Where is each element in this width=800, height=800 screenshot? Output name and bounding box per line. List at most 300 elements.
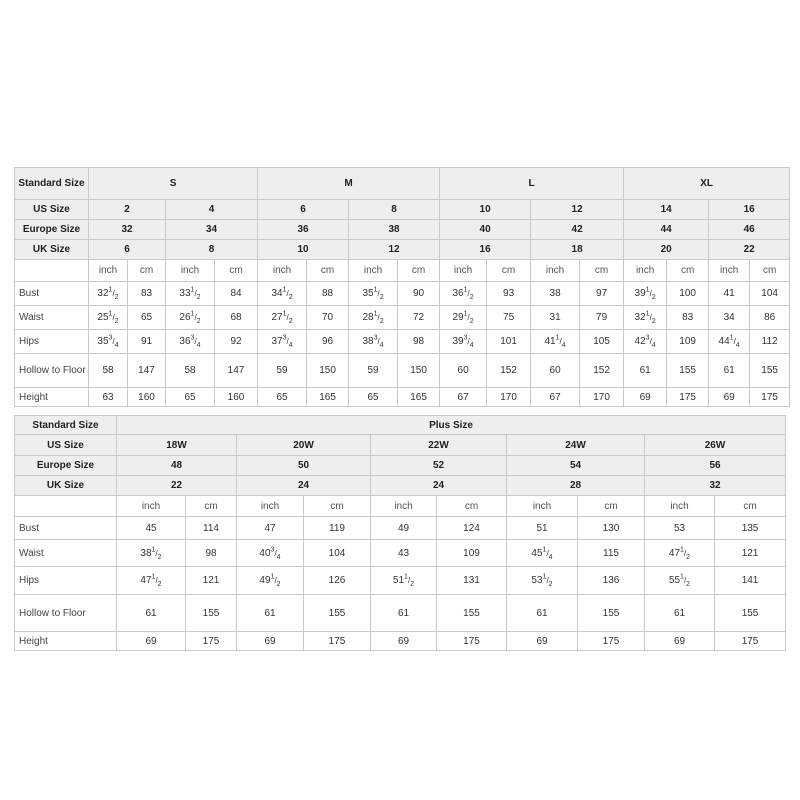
unit-cm: cm xyxy=(437,496,507,517)
measurement-cell: $38^3/_4$ xyxy=(349,330,398,354)
measurement-cell xyxy=(166,388,215,407)
measurement-cell xyxy=(307,388,349,407)
europe-size-label: Europe Size xyxy=(15,220,89,240)
measurement-cell: $41^1/_4$ xyxy=(531,330,580,354)
value-whole: 49 xyxy=(397,522,410,534)
value-whole: 36 xyxy=(452,288,464,299)
measurement-cell: $25^1/_2$ xyxy=(89,306,128,330)
measurement-cell: $47^1/_2$ xyxy=(645,540,715,567)
measurement-cell xyxy=(258,354,307,388)
plus-uk-size-cell: 28 xyxy=(507,476,645,496)
uk-size-cell: 18 xyxy=(531,240,624,260)
unit-inch: inch xyxy=(166,260,215,282)
measurement-cell xyxy=(715,567,786,595)
measurement-label: Hips xyxy=(15,330,89,354)
measurement-cell xyxy=(645,632,715,651)
value-whole: 26 xyxy=(179,312,191,323)
measurement-cell xyxy=(128,354,166,388)
value-whole: 60 xyxy=(549,365,561,376)
measurement-label: Hips xyxy=(15,567,117,595)
plus-standard-size-row xyxy=(15,416,786,435)
measurement-cell xyxy=(667,282,709,306)
value-whole: 69 xyxy=(397,635,410,647)
plus-europe-size-row xyxy=(15,456,786,476)
us-size-cell: 12 xyxy=(531,200,624,220)
plus-us-size-cell: 22W xyxy=(371,435,507,456)
value-whole: 43 xyxy=(397,547,410,559)
uk-size-cell: 8 xyxy=(166,240,258,260)
measurement-cell: $26^1/_2$ xyxy=(166,306,215,330)
value-whole: 37 xyxy=(271,336,283,347)
fraction-numerator: 1 xyxy=(680,573,684,581)
value-whole: 49 xyxy=(259,575,271,586)
us-size-cell: 6 xyxy=(258,200,349,220)
us-size-row xyxy=(15,200,790,220)
measurement-row xyxy=(15,567,786,595)
unit-inch: inch xyxy=(371,496,437,517)
measurement-cell xyxy=(128,330,166,354)
plus-standard-size-label: Standard Size xyxy=(15,416,117,435)
table1-measurements xyxy=(15,282,790,407)
value-whole: 65 xyxy=(367,391,379,403)
measurement-cell xyxy=(307,354,349,388)
value-whole: 147 xyxy=(138,365,155,376)
measurement-cell xyxy=(186,567,237,595)
fraction-denominator: 4 xyxy=(735,342,740,349)
plus-us-size-cell: 26W xyxy=(645,435,786,456)
measurement-cell xyxy=(304,595,371,632)
plus-uk-size-cell: 24 xyxy=(237,476,371,496)
fraction-denominator: 2 xyxy=(410,581,415,588)
europe-size-cell: 36 xyxy=(258,220,349,240)
unit-cm: cm xyxy=(580,260,624,282)
fraction-numerator: 1 xyxy=(190,286,195,294)
measurement-cell xyxy=(709,306,750,330)
value-whole: 25 xyxy=(97,312,109,323)
value-whole: 96 xyxy=(321,336,334,347)
fraction-numerator: 1 xyxy=(680,546,684,554)
measurement-cell: $44^1/_4$ xyxy=(709,330,750,354)
measurement-cell xyxy=(750,388,790,407)
value-whole: 98 xyxy=(205,547,217,559)
uk-size-label: UK Size xyxy=(15,240,89,260)
measurement-label: Bust xyxy=(15,517,117,540)
fraction-denominator: 2 xyxy=(114,318,119,325)
fraction-numerator: 1 xyxy=(282,286,287,294)
value-whole: 131 xyxy=(463,575,480,586)
unit-inch: inch xyxy=(531,260,580,282)
value-whole: 32 xyxy=(97,288,109,299)
unit-cm: cm xyxy=(186,496,237,517)
size-l: L xyxy=(440,168,624,200)
measurement-cell: $45^1/_4$ xyxy=(507,540,578,567)
measurement-cell xyxy=(128,306,166,330)
measurement-cell xyxy=(186,595,237,632)
fraction-numerator: 1 xyxy=(555,334,560,342)
measurement-cell xyxy=(215,354,258,388)
value-whole: 61 xyxy=(639,365,651,376)
value-whole: 69 xyxy=(723,391,735,403)
value-whole: 175 xyxy=(741,635,759,647)
measurement-cell xyxy=(580,354,624,388)
measurement-cell xyxy=(371,540,437,567)
measurement-cell xyxy=(715,540,786,567)
measurement-cell: $39^3/_4$ xyxy=(440,330,487,354)
fraction-denominator: 4 xyxy=(469,342,474,349)
measurement-cell xyxy=(215,282,258,306)
value-whole: 109 xyxy=(679,336,696,347)
value-whole: 65 xyxy=(140,312,153,323)
measurement-cell xyxy=(437,632,507,651)
europe-size-cell: 32 xyxy=(89,220,166,240)
value-whole: 98 xyxy=(413,336,425,347)
measurement-cell xyxy=(580,282,624,306)
measurement-cell xyxy=(531,282,580,306)
measurement-cell xyxy=(349,388,398,407)
measurement-cell: $29^1/_2$ xyxy=(440,306,487,330)
plus-us-size-cell: 18W xyxy=(117,435,237,456)
measurement-cell xyxy=(89,388,128,407)
unit-cm: cm xyxy=(715,496,786,517)
measurement-cell xyxy=(440,354,487,388)
measurement-cell xyxy=(507,632,578,651)
fraction-denominator: 2 xyxy=(469,294,474,301)
unit-inch: inch xyxy=(89,260,128,282)
fraction-denominator: 2 xyxy=(379,294,384,301)
fraction-numerator: 1 xyxy=(108,310,113,318)
plus-unit-row-blank xyxy=(15,496,117,517)
unit-row xyxy=(15,260,790,282)
measurement-cell xyxy=(215,306,258,330)
value-whole: 69 xyxy=(145,635,157,647)
plus-europe-size-cell: 54 xyxy=(507,456,645,476)
measurement-cell xyxy=(215,330,258,354)
value-whole: 175 xyxy=(463,635,480,647)
measurement-cell xyxy=(128,388,166,407)
unit-inch: inch xyxy=(117,496,186,517)
value-whole: 165 xyxy=(410,391,427,403)
uk-size-cell: 6 xyxy=(89,240,166,260)
unit-cm: cm xyxy=(215,260,258,282)
fraction-denominator: 2 xyxy=(157,581,162,588)
value-whole: 59 xyxy=(367,365,379,376)
europe-size-cell: 38 xyxy=(349,220,440,240)
value-whole: 115 xyxy=(603,547,619,559)
value-whole: 67 xyxy=(549,391,561,403)
measurement-label: Height xyxy=(15,632,117,651)
plus-uk-size-label: UK Size xyxy=(15,476,117,496)
measurement-cell xyxy=(578,632,645,651)
measurement-cell xyxy=(437,517,507,540)
unit-cm: cm xyxy=(128,260,166,282)
measurement-cell xyxy=(371,517,437,540)
value-whole: 45 xyxy=(145,522,157,534)
plus-uk-size-row xyxy=(15,476,786,496)
value-whole: 114 xyxy=(203,522,219,534)
uk-size-cell: 12 xyxy=(349,240,440,260)
value-whole: 152 xyxy=(593,365,610,376)
value-whole: 47 xyxy=(140,575,152,586)
unit-inch: inch xyxy=(624,260,667,282)
unit-inch: inch xyxy=(645,496,715,517)
value-whole: 112 xyxy=(761,336,778,347)
size-chart-standard xyxy=(14,167,790,407)
value-whole: 35 xyxy=(97,336,109,347)
measurement-cell xyxy=(645,595,715,632)
value-whole: 130 xyxy=(602,522,620,534)
unit-cm: cm xyxy=(750,260,790,282)
value-whole: 61 xyxy=(723,365,735,376)
value-whole: 39 xyxy=(452,336,464,347)
measurement-row xyxy=(15,354,790,388)
plus-uk-size-cell: 32 xyxy=(645,476,786,496)
value-whole: 84 xyxy=(230,288,242,299)
measurement-cell: $34^1/_2$ xyxy=(258,282,307,306)
value-whole: 91 xyxy=(140,336,153,347)
measurement-cell xyxy=(128,282,166,306)
fraction-numerator: 1 xyxy=(190,310,195,318)
measurement-label: Waist xyxy=(15,306,89,330)
unit-cm: cm xyxy=(307,260,349,282)
size-s: S xyxy=(89,168,258,200)
fraction-denominator: 2 xyxy=(548,581,553,588)
value-whole: 65 xyxy=(184,391,196,403)
measurement-cell xyxy=(371,632,437,651)
value-whole: 126 xyxy=(328,575,346,586)
measurement-cell xyxy=(750,306,790,330)
measurement-cell xyxy=(398,388,440,407)
unit-cm: cm xyxy=(487,260,531,282)
fraction-denominator: 2 xyxy=(196,318,201,325)
measurement-cell xyxy=(578,517,645,540)
measurement-cell xyxy=(117,632,186,651)
measurement-cell xyxy=(487,388,531,407)
value-whole: 100 xyxy=(679,288,696,299)
value-whole: 34 xyxy=(723,312,735,323)
unit-cm: cm xyxy=(578,496,645,517)
plus-us-size-cell: 20W xyxy=(237,435,371,456)
value-whole: 61 xyxy=(673,607,686,619)
fraction-denominator: 4 xyxy=(114,342,119,349)
value-whole: 58 xyxy=(102,365,114,376)
measurement-cell xyxy=(531,388,580,407)
fraction-numerator: 1 xyxy=(108,286,113,294)
plus-europe-size-cell: 48 xyxy=(117,456,237,476)
measurement-row xyxy=(15,595,786,632)
value-whole: 28 xyxy=(362,312,374,323)
value-whole: 141 xyxy=(741,575,759,586)
unit-cm: cm xyxy=(398,260,440,282)
measurement-row xyxy=(15,540,786,567)
plus-europe-size-cell: 50 xyxy=(237,456,371,476)
value-whole: 104 xyxy=(761,288,778,299)
value-whole: 36 xyxy=(179,336,191,347)
value-whole: 147 xyxy=(227,365,245,376)
value-whole: 90 xyxy=(413,288,425,299)
measurement-cell: $53^1/_2$ xyxy=(507,567,578,595)
measurement-cell xyxy=(186,540,237,567)
us-size-cell: 10 xyxy=(440,200,531,220)
value-whole: 155 xyxy=(328,607,346,619)
fraction-numerator: 1 xyxy=(542,573,547,581)
measurement-cell xyxy=(709,354,750,388)
fraction-denominator: 2 xyxy=(114,294,119,301)
fraction-denominator: 2 xyxy=(469,318,474,325)
value-whole: 60 xyxy=(457,365,469,376)
value-whole: 119 xyxy=(329,522,345,534)
fraction-numerator: 3 xyxy=(645,334,650,342)
unit-row-blank xyxy=(15,260,89,282)
us-size-cell: 4 xyxy=(166,200,258,220)
value-whole: 155 xyxy=(761,365,778,376)
value-whole: 155 xyxy=(602,607,620,619)
measurement-cell xyxy=(304,540,371,567)
measurement-cell xyxy=(186,517,237,540)
unit-inch: inch xyxy=(237,496,304,517)
measurement-cell: $51^1/_2$ xyxy=(371,567,437,595)
plus-europe-size-cell: 56 xyxy=(645,456,786,476)
value-whole: 38 xyxy=(362,336,374,347)
measurement-cell xyxy=(580,330,624,354)
plus-size-label: Plus Size xyxy=(117,416,786,435)
measurement-cell xyxy=(371,595,437,632)
measurement-cell xyxy=(487,354,531,388)
value-whole: 53 xyxy=(673,522,686,534)
measurement-cell xyxy=(750,282,790,306)
measurement-cell xyxy=(237,517,304,540)
measurement-row xyxy=(15,306,790,330)
measurement-cell: $35^1/_2$ xyxy=(349,282,398,306)
value-whole: 69 xyxy=(673,635,686,647)
measurement-cell xyxy=(667,354,709,388)
fraction-denominator: 2 xyxy=(651,318,656,325)
measurement-cell xyxy=(715,595,786,632)
value-whole: 150 xyxy=(319,365,336,376)
measurement-cell xyxy=(578,540,645,567)
measurement-cell xyxy=(398,354,440,388)
value-whole: 27 xyxy=(271,312,283,323)
uk-size-row xyxy=(15,240,790,260)
fraction-denominator: 4 xyxy=(196,342,201,349)
value-whole: 83 xyxy=(682,312,694,323)
us-size-cell: 14 xyxy=(624,200,709,220)
measurement-cell xyxy=(349,354,398,388)
measurement-cell xyxy=(398,306,440,330)
value-whole: 55 xyxy=(668,575,681,586)
measurement-cell xyxy=(487,282,531,306)
value-whole: 136 xyxy=(602,575,620,586)
measurement-cell: $33^1/_2$ xyxy=(166,282,215,306)
fraction-numerator: 1 xyxy=(373,310,378,318)
value-whole: 69 xyxy=(264,635,276,647)
plus-us-size-row xyxy=(15,435,786,456)
value-whole: 68 xyxy=(230,312,242,323)
measurement-cell xyxy=(117,595,186,632)
measurement-cell: $37^3/_4$ xyxy=(258,330,307,354)
plus-us-size-cell: 24W xyxy=(507,435,645,456)
value-whole: 109 xyxy=(463,547,480,559)
value-whole: 75 xyxy=(503,312,515,323)
value-whole: 34 xyxy=(271,288,283,299)
uk-size-cell: 20 xyxy=(624,240,709,260)
value-whole: 175 xyxy=(602,635,620,647)
europe-size-cell: 40 xyxy=(440,220,531,240)
plus-europe-size-label: Europe Size xyxy=(15,456,117,476)
measurement-cell xyxy=(507,595,578,632)
value-whole: 121 xyxy=(741,547,759,559)
fraction-numerator: 1 xyxy=(463,310,468,318)
measurement-cell xyxy=(750,354,790,388)
value-whole: 45 xyxy=(531,547,543,559)
value-whole: 165 xyxy=(319,391,336,403)
us-size-cell: 8 xyxy=(349,200,440,220)
plus-unit-row xyxy=(15,496,786,517)
unit-inch: inch xyxy=(349,260,398,282)
measurement-cell xyxy=(304,517,371,540)
europe-size-cell: 46 xyxy=(709,220,790,240)
value-whole: 32 xyxy=(634,312,646,323)
value-whole: 63 xyxy=(102,391,114,403)
measurement-cell xyxy=(715,517,786,540)
fraction-numerator: 1 xyxy=(282,310,287,318)
fraction-numerator: 1 xyxy=(645,286,650,294)
value-whole: 29 xyxy=(452,312,464,323)
measurement-cell xyxy=(437,567,507,595)
uk-size-cell: 10 xyxy=(258,240,349,260)
value-whole: 59 xyxy=(276,365,288,376)
measurement-cell: $27^1/_2$ xyxy=(258,306,307,330)
value-whole: 88 xyxy=(321,288,334,299)
value-whole: 124 xyxy=(463,522,480,534)
measurement-row xyxy=(15,282,790,306)
measurement-cell xyxy=(531,354,580,388)
fraction-denominator: 4 xyxy=(379,342,384,349)
fraction-denominator: 2 xyxy=(686,553,691,561)
value-whole: 155 xyxy=(679,365,696,376)
value-whole: 175 xyxy=(679,391,696,403)
fraction-denominator: 2 xyxy=(379,318,384,325)
measurement-cell xyxy=(307,306,349,330)
fraction-denominator: 4 xyxy=(651,342,656,349)
value-whole: 86 xyxy=(764,312,776,323)
measurement-cell xyxy=(580,388,624,407)
value-whole: 150 xyxy=(410,365,427,376)
measurement-cell xyxy=(117,517,186,540)
fraction-denominator: 4 xyxy=(561,342,566,349)
value-whole: 44 xyxy=(718,336,730,347)
measurement-cell xyxy=(237,595,304,632)
value-whole: 160 xyxy=(227,391,245,403)
value-whole: 65 xyxy=(276,391,288,403)
measurement-row xyxy=(15,388,790,407)
size-m: M xyxy=(258,168,440,200)
measurement-cell xyxy=(440,388,487,407)
value-whole: 160 xyxy=(138,391,155,403)
measurement-cell xyxy=(437,540,507,567)
measurement-cell xyxy=(89,354,128,388)
unit-inch: inch xyxy=(507,496,578,517)
value-whole: 92 xyxy=(230,336,242,347)
measurement-cell: $49^1/_2$ xyxy=(237,567,304,595)
measurement-cell xyxy=(166,354,215,388)
value-whole: 83 xyxy=(140,288,153,299)
value-whole: 70 xyxy=(321,312,334,323)
measurement-row xyxy=(15,517,786,540)
value-whole: 175 xyxy=(328,635,346,647)
value-whole: 39 xyxy=(634,288,646,299)
measurement-label: Bust xyxy=(15,282,89,306)
value-whole: 41 xyxy=(544,336,556,347)
